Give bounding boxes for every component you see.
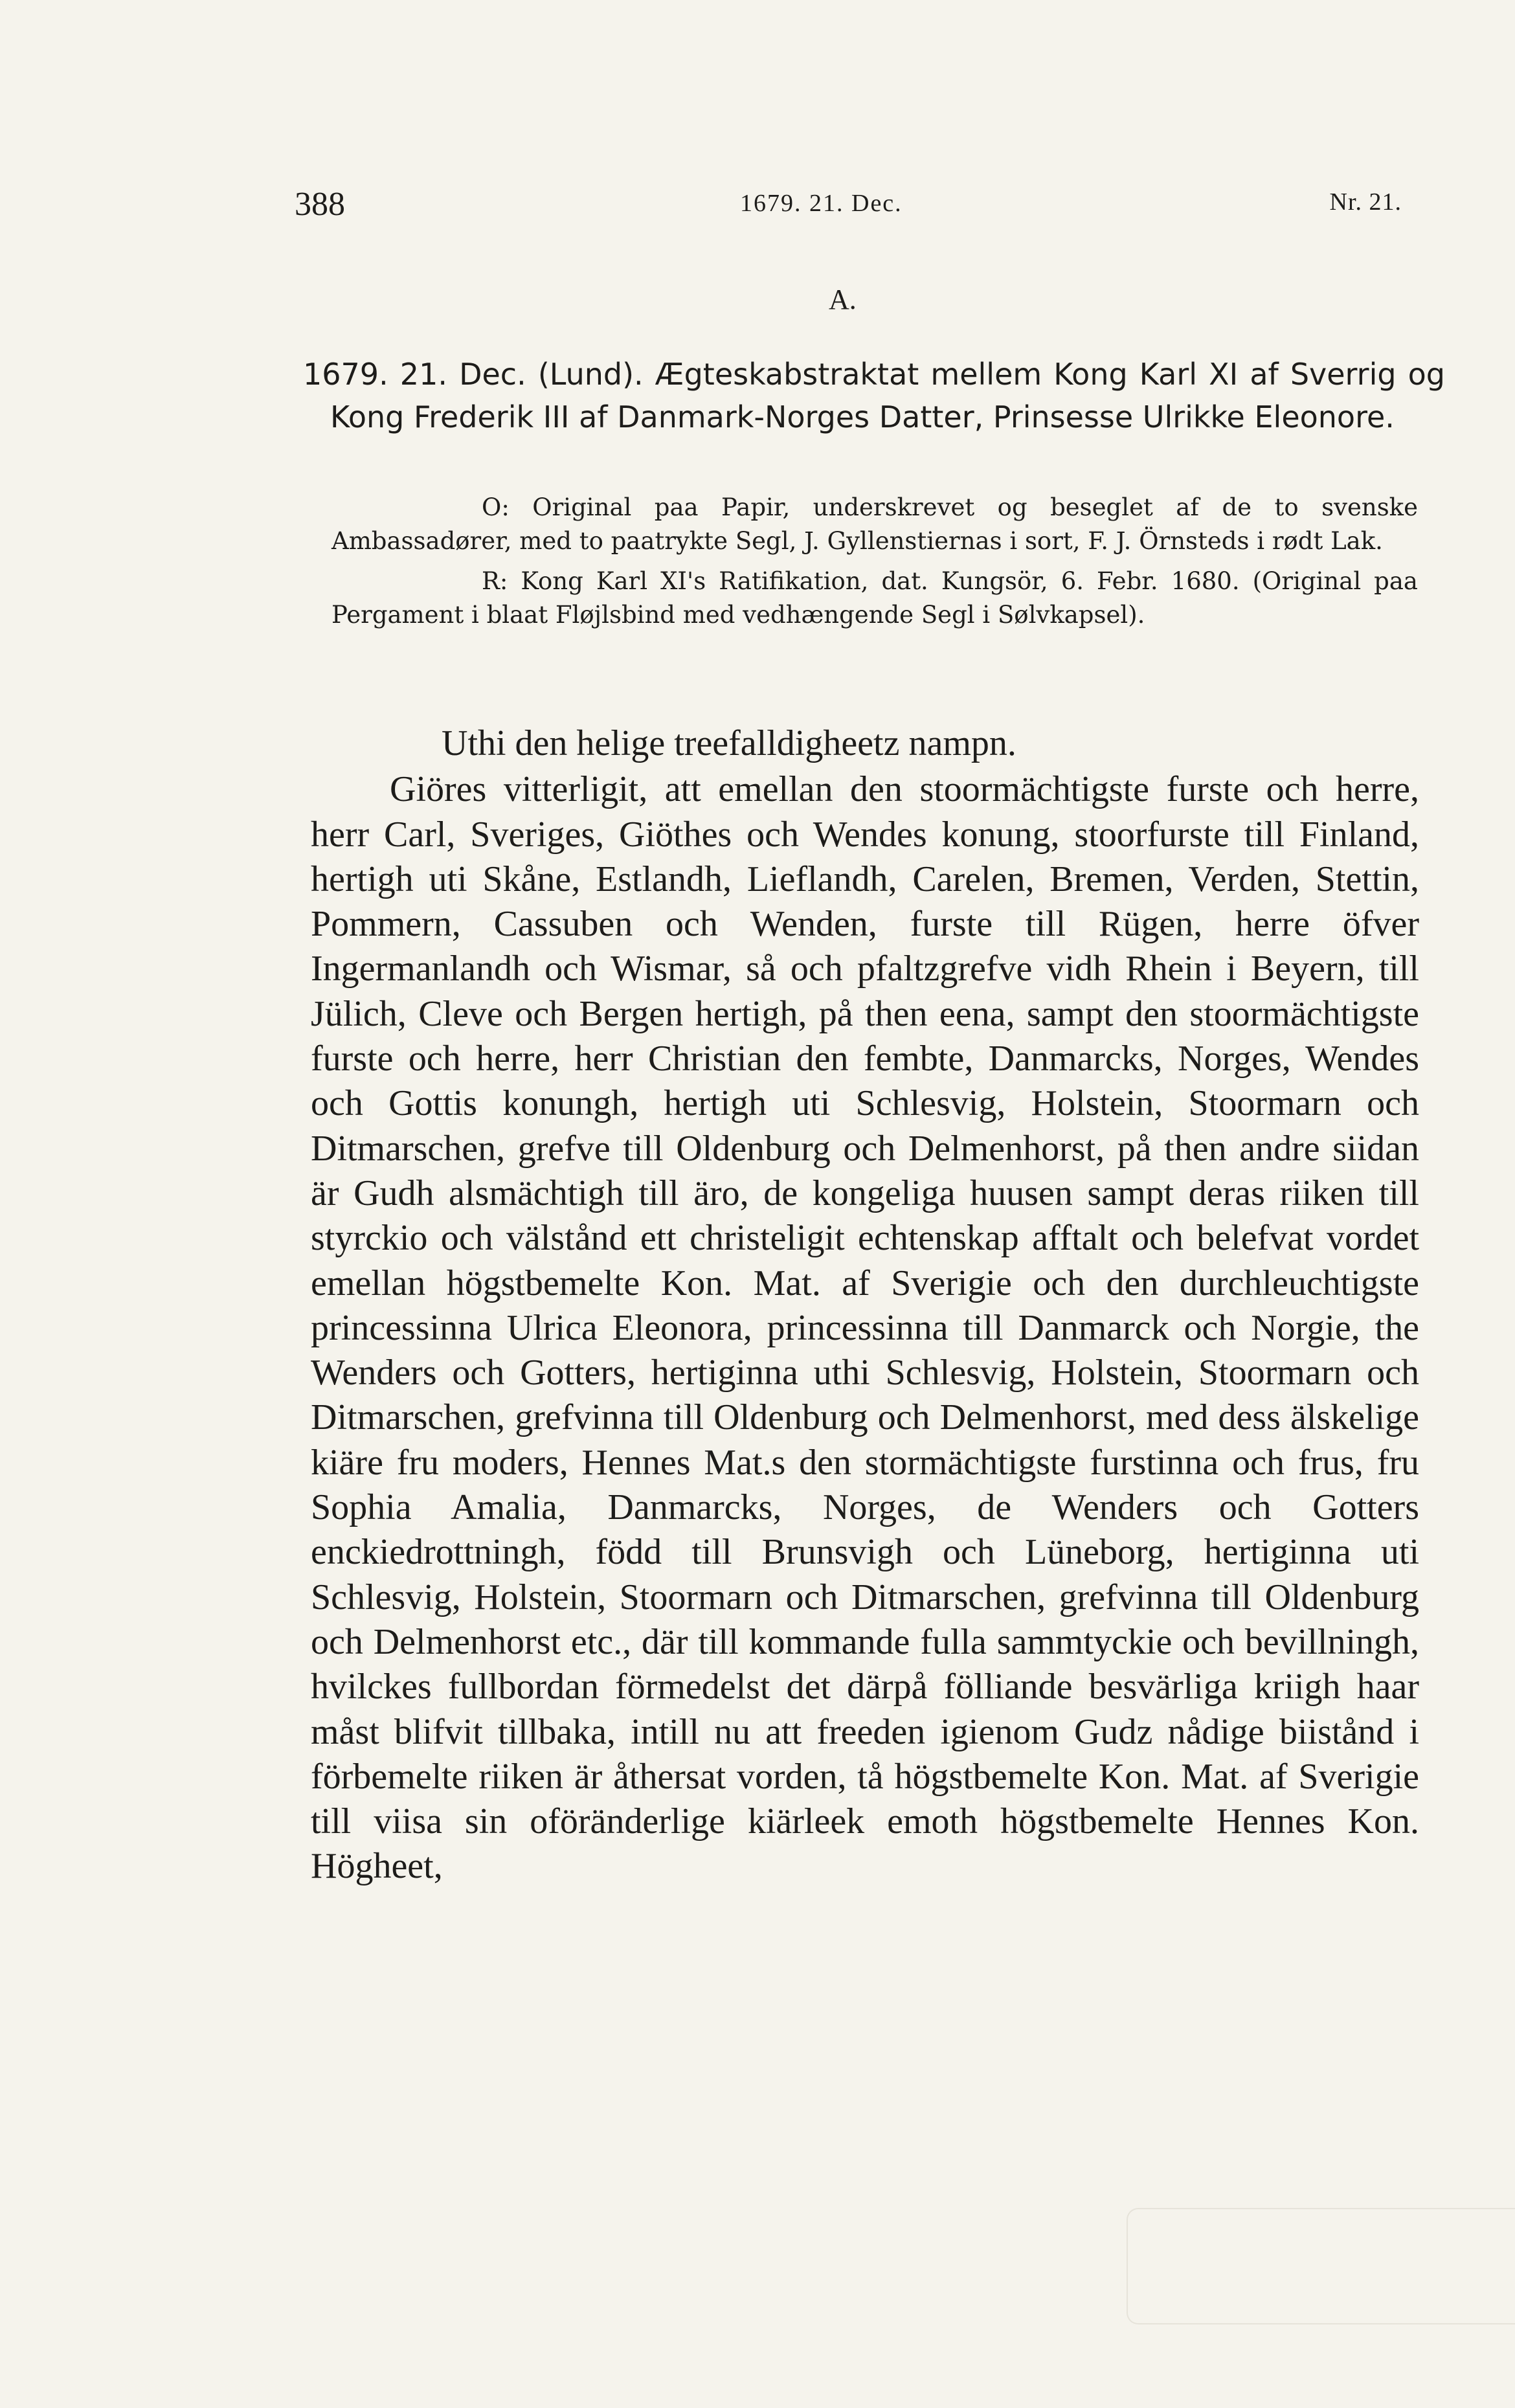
invocation-line: Uthi den helige treefalldigheetz nampn. [442,723,1016,763]
section-label: A. [829,284,857,315]
main-paragraph: Giöres vitterligit, att emellan den stoormächtigste furste och herre, herr Carl, Sveriges, Giöthes och Wendes konung, stoorfurste till Finland, hertigh uti Skåne, Estlandh, Lieflandh, Carelen, Bremen, Verden, Stettin, Pommern, Cassuben och Wenden, furste till Rügen, herre öfver Ingermanlandh och Wismar, så och pfaltzgrefve vidh Rhein i Beyern, till Jülich, Cleve och Bergen hertigh, på then eena, sampt den stoormächtigste furste och herre, herr Christian den fembte, Danmarcks, Norges, Wendes och Gottis konungh, hertigh uti Schlesvig, Holstein, Stoormarn och Ditmarschen, grefve till Oldenburg och Delmenhorst, på then andre siidan är Gudh alsmächtigh till äro, de kongeliga huusen sampt deras riiken till styrckio och välstånd ett christeligit echtenskap afftalt och belefvat vordet emellan högstbemelte Kon. Mat. af Sverigie och den durchleuchtigste princessinna Ulrica Eleonora, princessinna till Danmarck och Norgie, the Wenders och Gotters, hertiginna uthi Schlesvig, Holstein, Stoormarn och Ditmarschen, grefvinna till Oldenburg och Delmenhorst, med dess älskelige kiäre fru moders, Hennes Mat.s den stormächtigste furstinna och frus, fru Sophia Amalia, Danmarcks, Norges, de Wenders och Gotters enckiedrottningh, född till Brunsvigh och Lüneborg, hertiginna uti Schlesvig, Holstein, Stoormarn och Ditmarschen, grefvinna till Oldenburg och Delmenhorst etc., där till kommande fulla sammtyckie och bevillningh, hvilckes fullbordan förmedelst det därpå fölliande besvärliga kriigh haar måst blifvit tillbaka, intill nu att freeden igienom Gudz nådige biistånd i förbemelte riiken är åthersat vorden, tå högstbemelte Kon. Mat. af Sverigie till viisa sin oföränderlige kiärleek emoth högstbemelte Hennes Kon. Högheet, [311,769,1419,1887]
page-edge-mark [1127,2208,1515,2324]
document-heading: 1679. 21. Dec. (Lund). Ægteskabstraktat mellem Kong Karl XI af Sverrig og Kong Frederik III af Danmark-Norges Datter, Prinsesse Ulrikke Eleonore. [303,357,1445,434]
source-note-original: O: Original paa Papir, underskrevet og beseglet af de to svenske Ambassadører, med to paatrykte Segl, J. Gyllenstiernas i sort, F. J. Örnsteds i rødt Lak. [331,493,1418,555]
document-number: Nr. 21. [1329,188,1402,216]
running-head [295,185,1402,231]
running-head-date: 1679. 21. Dec. [740,190,903,217]
body-text [311,721,1419,1889]
page-number: 388 [295,186,345,223]
source-notes [331,491,1418,638]
source-note-ratification: R: Kong Karl XI's Ratifikation, dat. Kungsör, 6. Febr. 1680. (Original paa Pergament i blaat Fløjlsbind med vedhængende Segl i Sølvkapsel). [331,567,1418,629]
